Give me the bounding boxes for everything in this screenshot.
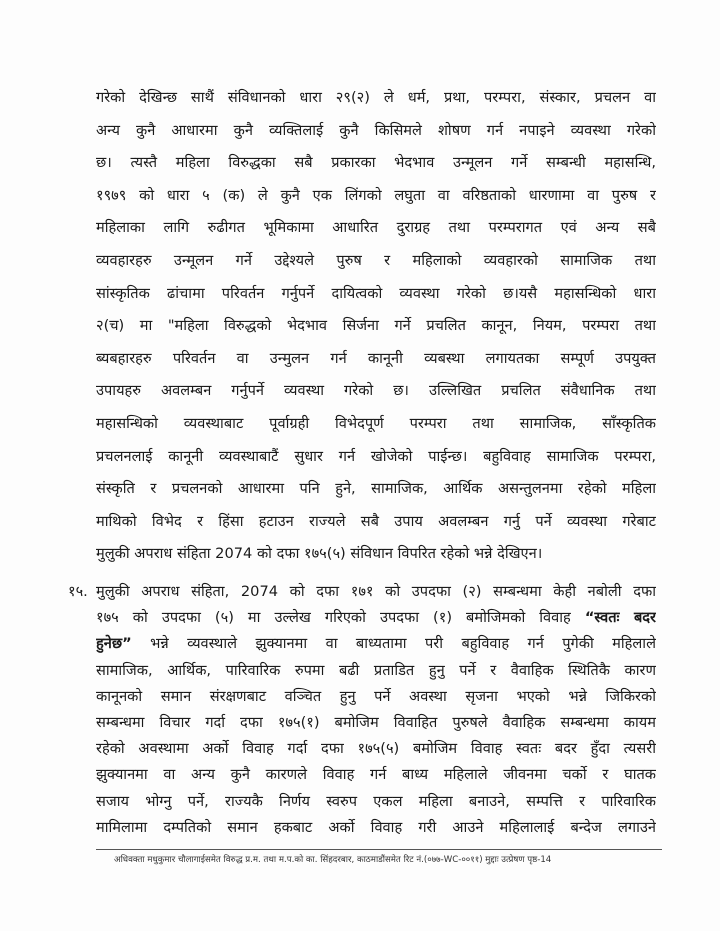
text-line: गरेको देखिन्छ साथैं संविधानको धारा २९(२) ले धर्म, प्रथा, परम्परा, संस्कार, प्रचलन वा [96,89,656,106]
text-line: सामाजिक, आर्थिक, पारिवारिक रुपमा बढी प्रताडित हुनु पर्ने र वैवाहिक स्थितिकै कारण [96,661,656,679]
text-line: रहेको अवस्थामा अर्को विवाह गर्दा दफा १७५(५) बमोजिम विवाह स्वतः बदर हुँदा त्यसरी [96,740,656,758]
text-line: कानूनको समान संरक्षणबाट वञ्चित हुनु पर्ने अवस्था सृजना भएको भन्ने जिकिरको [96,687,656,705]
text-line: सम्बन्धमा विचार गर्दा दफा १७५(१) बमोजिम विवाहित पुरुषले वैवाहिक सम्बन्धमा कायम [96,714,656,731]
text-line: अन्य कुनै आधारमा कुनै व्यक्तिलाई कुनै किसिमले शोषण गर्न नपाइने व्यवस्था गरेको [96,121,656,139]
bold-quote: “स्वतः बदर [584,609,656,627]
text-line: २(च) मा "महिला विरुद्धको भेदभाव सिर्जना गर्ने प्रचलित कानून, नियम, परम्परा तथा [96,317,656,335]
text-line: सांस्कृतिक ढांचामा परिवर्तन गर्नुपर्ने दायित्वको व्यवस्था गरेको छ।यसै महासन्धिको धारा [96,284,656,302]
page-footer: अधिवक्ता मधुकुमार चौलागाईसमेत विरुद्ध प्र.म. तथा म.प.को का. सिंहदरबार, काठमाडौंसमेत रिट नं.(०७७-WC-००११) मुद्दाः उत्प्रेषण पृष्ठ-14 [114,855,552,865]
text-line: ब्यबहारहरु परिवर्तन वा उन्मुलन गर्न कानूनी व्यबस्था लगायतका सम्पूर्ण उपयुक्त [96,349,656,367]
text-line: महासन्धिको व्यवस्थाबाट पूर्वाग्रही विभेदपूर्ण परम्परा तथा सामाजिक, साँस्कृतिक [96,415,656,432]
text-line: माथिको विभेद र हिंसा हटाउन राज्यले सबै उपाय अवलम्बन गर्नु पर्ने व्यवस्था गरेबाट [96,512,656,530]
text-line: मुलुकी अपराध संहिता, 2074 को दफा १७१ को उपदफा (२) सम्बन्धमा केही नबोली दफा [96,583,656,600]
text-line: मुलुकी अपराध संहिता 2074 को दफा १७५(५) संविधान विपरित रहेको भन्ने देखिएन। [96,545,543,563]
text-line: झुक्यानमा वा अन्य कुनै कारणले विवाह गर्न बाध्य महिलाले जीवनमा चर्को र घातक [96,766,656,784]
text-line: मामिलामा दम्पतिको समान हकबाट अर्को विवाह गरी आउने महिलालाई बन्देज लगाउने [96,818,656,836]
text-line: छ। त्यस्तै महिला विरुद्धका सबै प्रकारका भेदभाव उन्मूलन गर्ने सम्बन्धी महासन्धि, [96,154,656,172]
footer-divider [96,849,662,850]
text-line: उपायहरु अवलम्बन गर्नुपर्ने व्यवस्था गरेको छ। उल्लिखित प्रचलित संवैधानिक तथा [96,382,656,400]
text-line: संस्कृति र प्रचलनको आधारमा पनि हुने, सामाजिक, आर्थिक असन्तुलनमा रहेको महिला [96,480,656,498]
text-line: व्यवहारहरु उन्मूलन गर्ने उद्देश्यले पुरुष र महिलाको व्यवहारको सामाजिक तथा [96,252,656,269]
text-segment: भन्ने व्यवस्थाले झुक्यानमा वा बाध्यतामा परी बहुविवाह गर्न पुगेकी महिलाले [131,635,656,653]
text-line: प्रचलनलाई कानूनी व्यवस्थाबाटैं सुधार गर्न खोजेको पाईन्छ। बहुविवाह सामाजिक परम्परा, [96,447,656,465]
text-line: १९७९ को धारा ५ (क) ले कुनै एक लिंगको लघुता वा वरिष्ठताको धारणामा वा पुरुष र [96,186,656,204]
text-segment: १७५ को उपदफा (५) मा उल्लेख गरिएको उपदफा (१) बमोजिमको विवाह [96,609,585,627]
text-line: सजाय भोग्नु पर्ने, राज्यकै निर्णय स्वरुप एकल महिला बनाउने, सम्पत्ति र पारिवारिक [96,792,656,810]
paragraph-number: १५. [68,583,88,600]
text-line: महिलाका लागि रुढीगत भूमिकामा आधारित दुराग्रह तथा परम्परागत एवं अन्य सबै [96,219,656,237]
bold-quote: हुनेछ” [96,635,132,653]
text-line [96,608,656,628]
text-line [96,634,656,654]
